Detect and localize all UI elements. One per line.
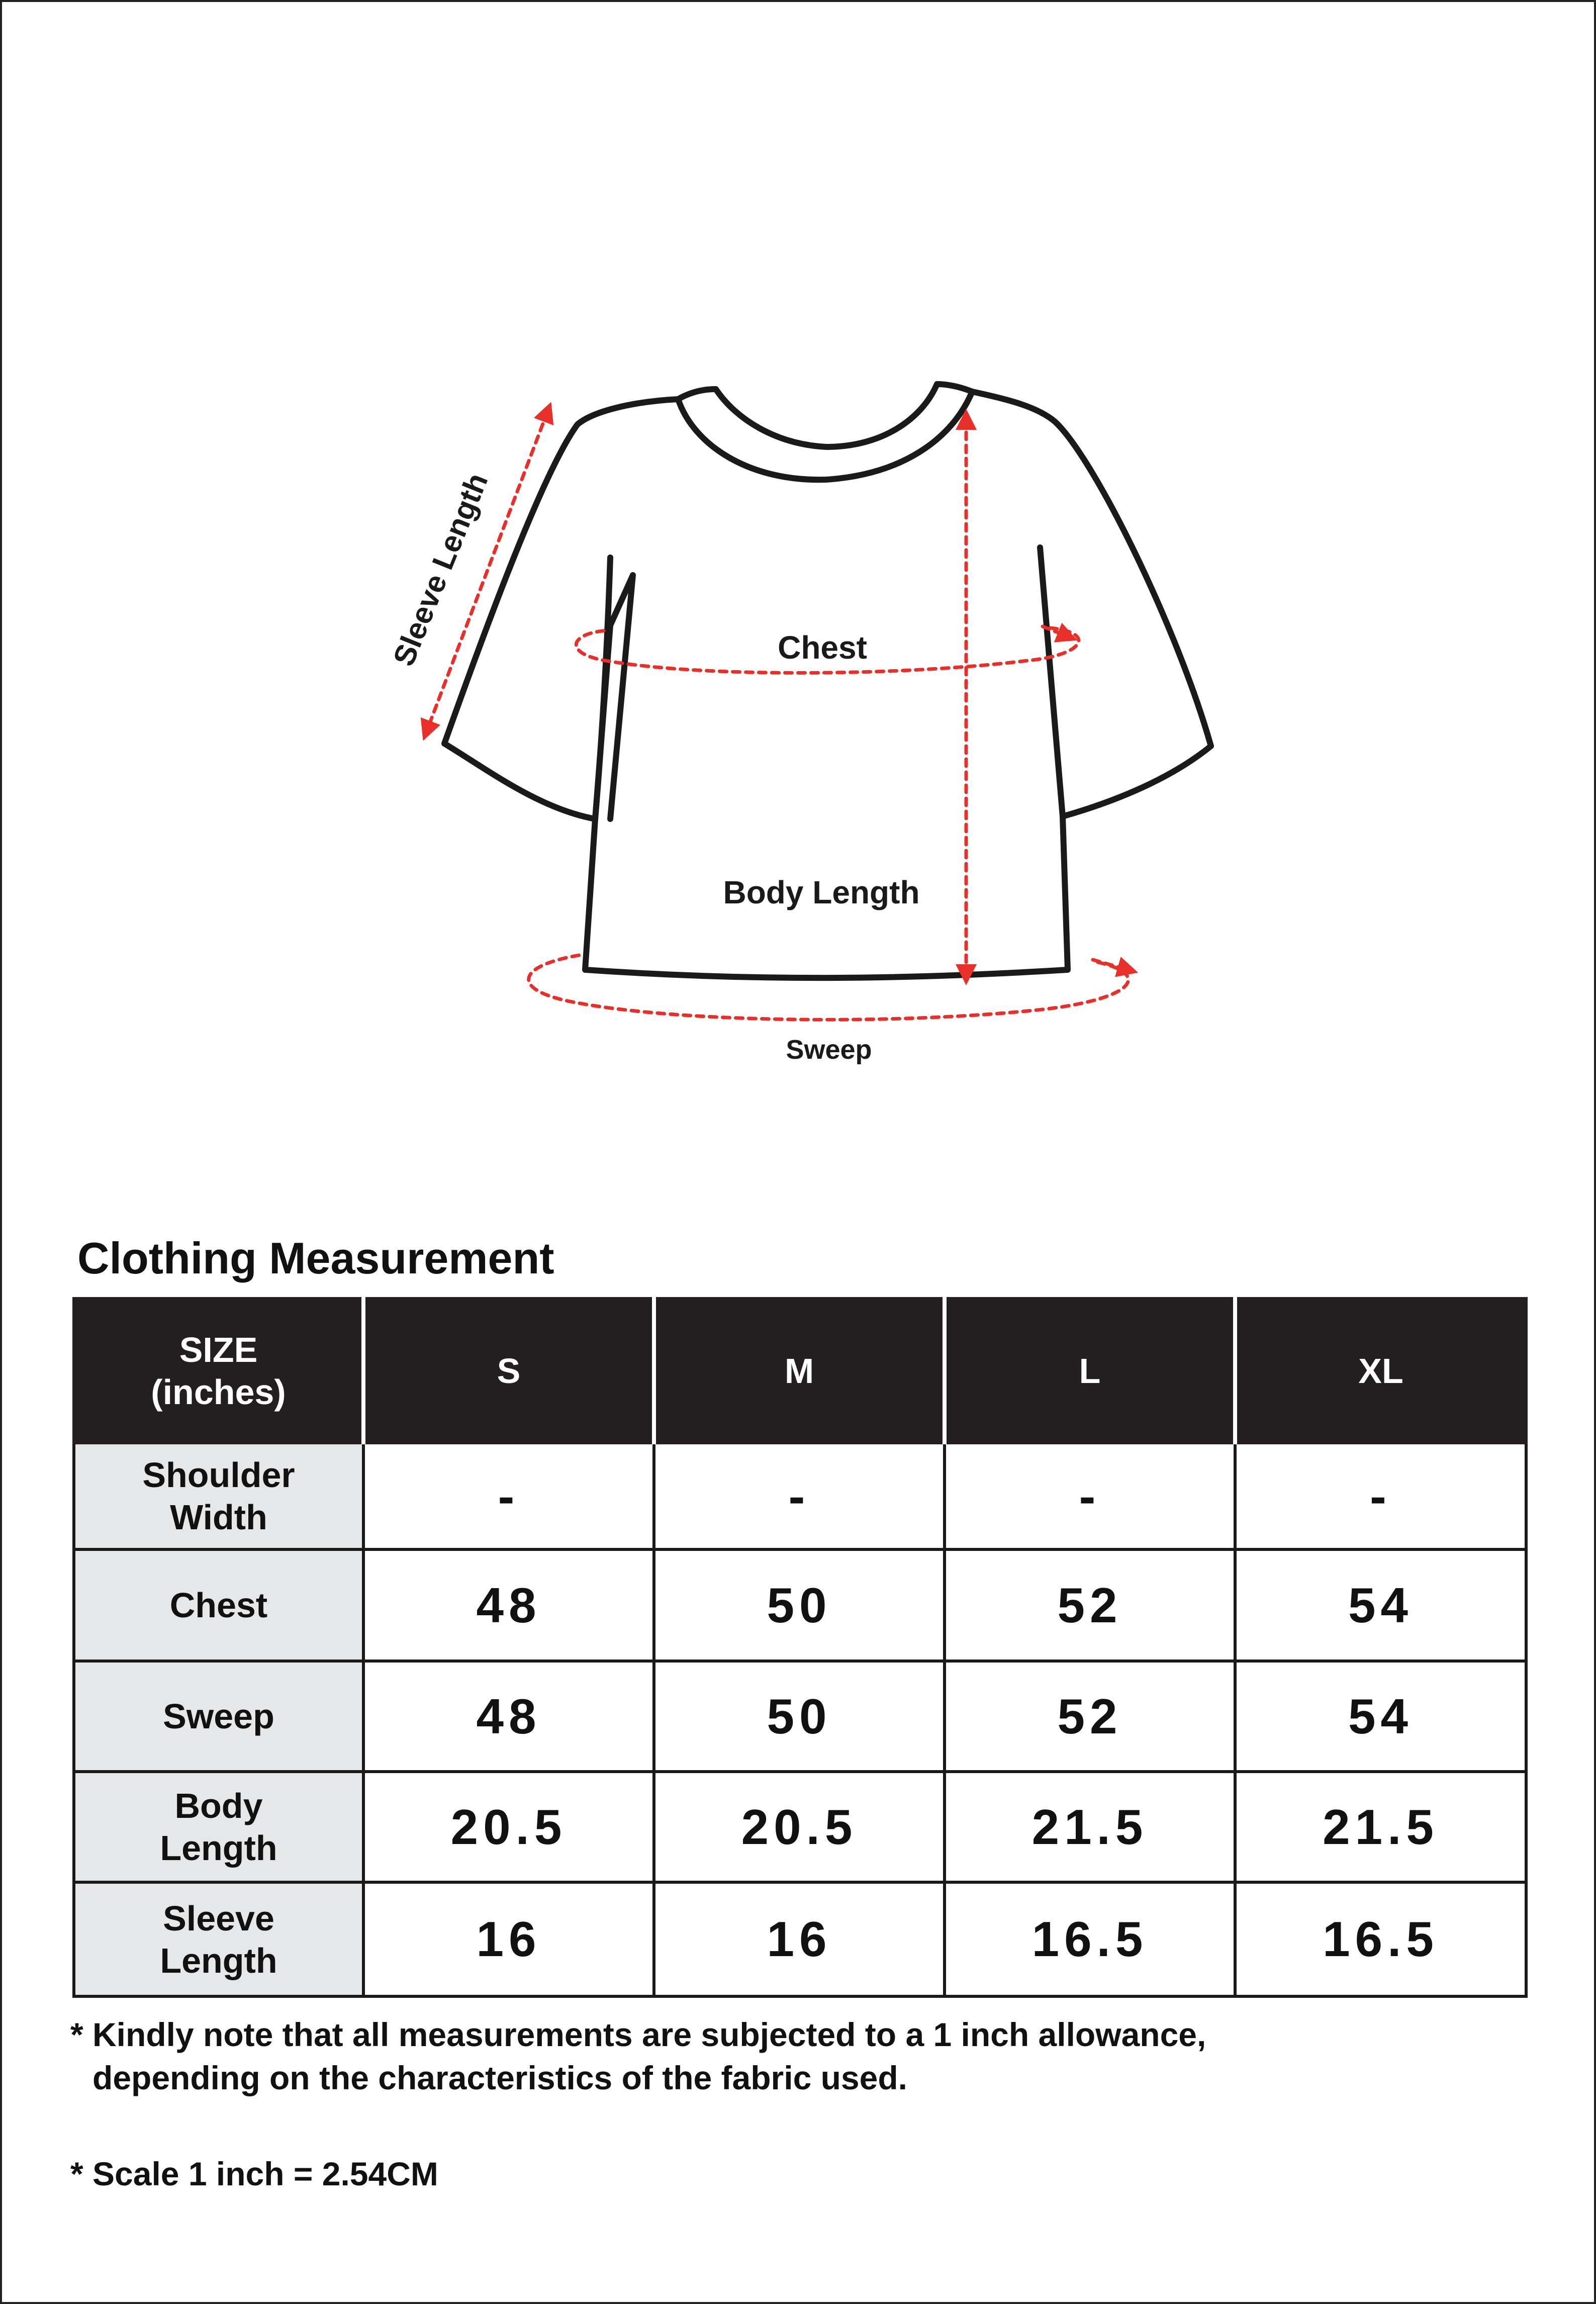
header-size-m: M [654, 1299, 945, 1443]
table-row-body-length [74, 1772, 1526, 1882]
collar-rib [678, 384, 972, 447]
value-cell: - [945, 1443, 1235, 1549]
scale-note: * Scale 1 inch = 2.54CM [70, 2155, 438, 2192]
header-size-l: L [945, 1299, 1235, 1443]
header-corner-line1: SIZE [179, 1330, 258, 1369]
row-label-line1: Sleeve [163, 1898, 274, 1938]
value-cell: 21.5 [945, 1772, 1235, 1882]
allowance-note-line1: * Kindly note that all measurements are subjected to a 1 inch allowance, [70, 2016, 1206, 2053]
value-cell: 16.5 [945, 1882, 1235, 1996]
value-cell: 54 [1235, 1661, 1526, 1772]
value-cell: 52 [945, 1661, 1235, 1772]
row-label-line1: Chest [169, 1586, 268, 1625]
sweep-label: Sweep [786, 1035, 872, 1065]
row-label-line1: Shoulder [142, 1455, 295, 1495]
row-label-cell [74, 1443, 363, 1549]
value-cell: - [1235, 1443, 1526, 1549]
row-label-line2: Length [160, 1828, 277, 1868]
row-label-line2: Length [160, 1941, 277, 1980]
allowance-note-line2: depending on the characteristics of the fabric used. [92, 2059, 907, 2096]
row-label-line1: Body [174, 1786, 263, 1825]
table-header-row [74, 1299, 1526, 1443]
table-title: Clothing Measurement [77, 1233, 554, 1283]
row-label-cell [74, 1882, 363, 1996]
size-table [72, 1297, 1528, 1998]
header-size-xl: XL [1235, 1299, 1526, 1443]
sweep-ellipse [529, 955, 1129, 1020]
table-row-sweep [74, 1661, 1526, 1772]
chest-label: Chest [778, 629, 867, 666]
row-label-cell [74, 1549, 363, 1661]
measure-guides [427, 412, 1129, 1020]
value-cell: 16.5 [1235, 1882, 1526, 1996]
value-cell: 52 [945, 1549, 1235, 1661]
value-cell: - [363, 1443, 654, 1549]
table-row-chest [74, 1549, 1526, 1661]
value-cell: 16 [654, 1882, 945, 1996]
row-label-cell [74, 1661, 363, 1772]
table-row-sleeve-length [74, 1882, 1526, 1996]
header-corner-cell [74, 1299, 363, 1443]
value-cell: 20.5 [654, 1772, 945, 1882]
header-size-s: S [363, 1299, 654, 1443]
value-cell: 20.5 [363, 1772, 654, 1882]
row-label-line1: Sweep [163, 1697, 274, 1736]
header-corner-line2: (inches) [151, 1372, 286, 1412]
value-cell: - [654, 1443, 945, 1549]
tshirt-diagram [2, 2, 1596, 1158]
value-cell: 54 [1235, 1549, 1526, 1661]
value-cell: 48 [363, 1661, 654, 1772]
value-cell: 16 [363, 1882, 654, 1996]
body-length-label: Body Length [723, 874, 920, 910]
row-label-line2: Width [170, 1498, 267, 1537]
sleeve-length-label: Sleeve Length [386, 468, 495, 671]
value-cell: 48 [363, 1549, 654, 1661]
row-label-cell [74, 1772, 363, 1882]
sweep-arrow-head [1093, 960, 1128, 970]
value-cell: 50 [654, 1661, 945, 1772]
table-row-shoulder-width [74, 1443, 1526, 1549]
value-cell: 21.5 [1235, 1772, 1526, 1882]
allowance-note [70, 2013, 1206, 2099]
value-cell: 50 [654, 1549, 945, 1661]
right-armhole-line [1040, 547, 1063, 816]
